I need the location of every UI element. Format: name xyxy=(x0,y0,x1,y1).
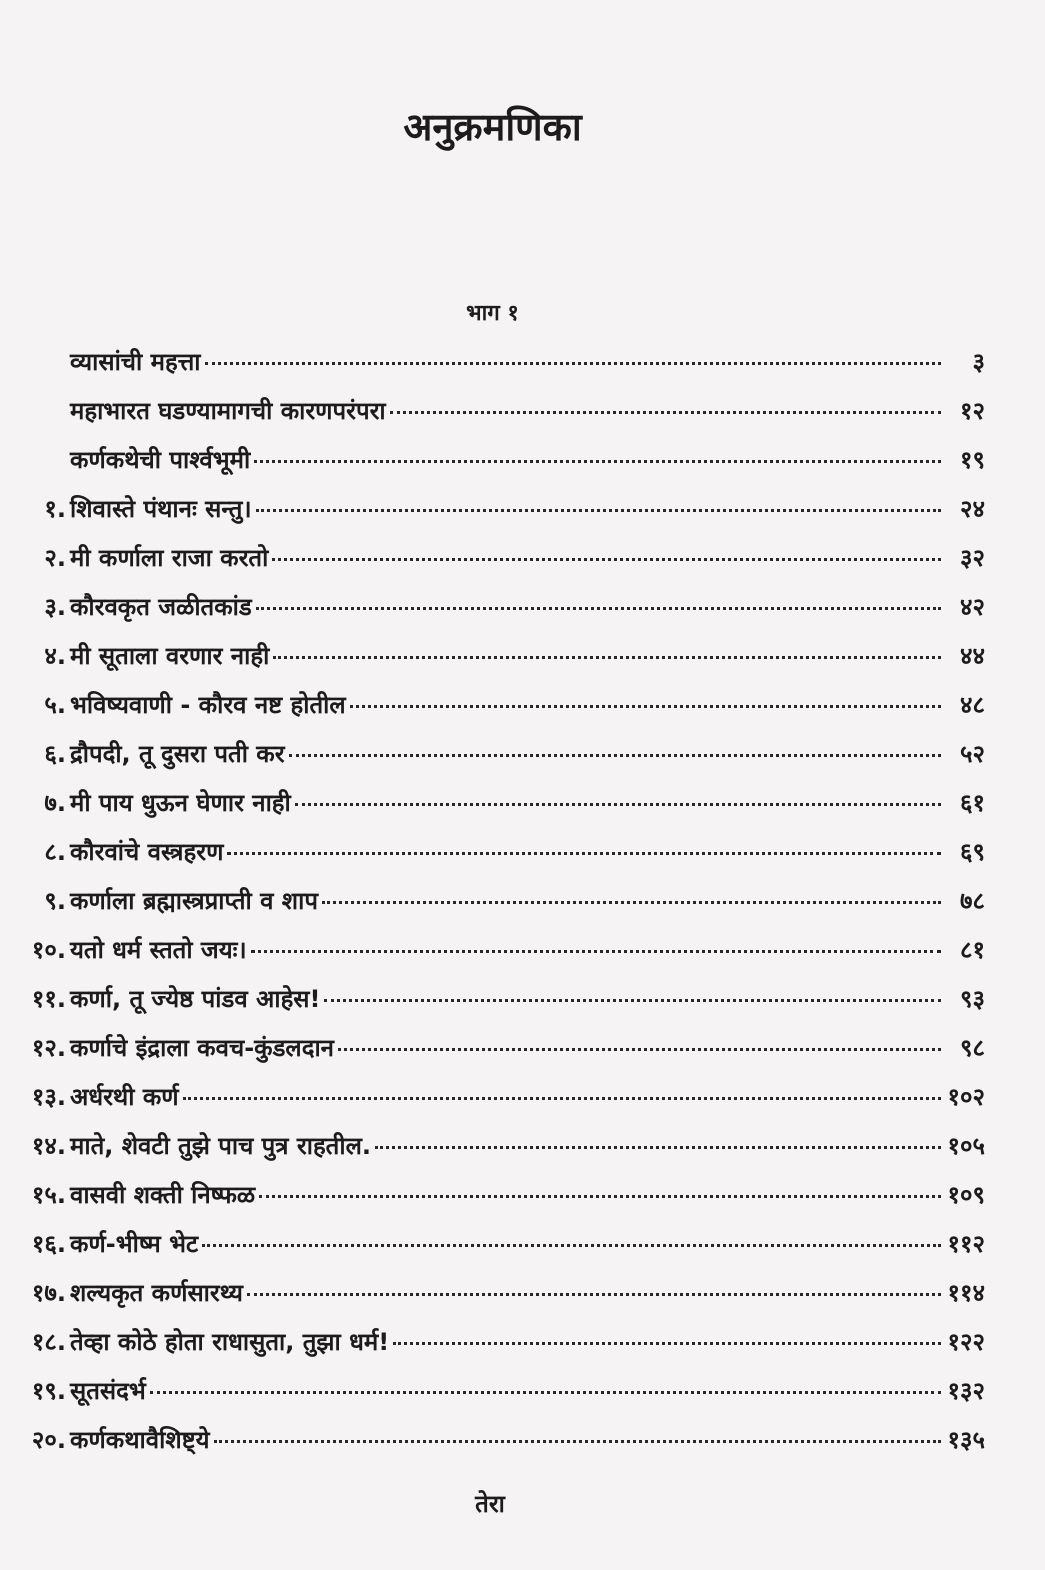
toc-row xyxy=(0,778,1045,827)
toc-entry-title: अर्धरथी कर्ण xyxy=(70,1083,179,1111)
dot-leader xyxy=(393,1341,941,1345)
toc-entry-title: मी पाय धुऊन घेणार नाही xyxy=(70,789,291,817)
toc-row xyxy=(0,435,1045,484)
dot-leader xyxy=(259,1194,941,1198)
dot-leader xyxy=(272,557,941,561)
toc-page-number: १३२ xyxy=(947,1377,985,1405)
toc-page-number: ७८ xyxy=(960,887,985,915)
toc-line xyxy=(70,835,985,868)
toc-chapter-number: १०. xyxy=(31,936,66,964)
toc-row xyxy=(0,1170,1045,1219)
toc-line xyxy=(70,492,985,525)
toc-line xyxy=(70,1080,985,1113)
toc-row xyxy=(0,876,1045,925)
toc-line xyxy=(70,1178,985,1211)
toc-entry-title: कौरवांचे वस्त्रहरण xyxy=(70,838,224,866)
toc-entry-title: महाभारत घडण्यामागची कारणपरंपरा xyxy=(70,397,386,425)
toc-chapter-number: २. xyxy=(44,544,66,572)
toc-line xyxy=(70,639,985,672)
toc-row xyxy=(0,582,1045,631)
toc-page-number: १०५ xyxy=(947,1132,985,1160)
toc-page-number: १०२ xyxy=(947,1083,985,1111)
toc-row xyxy=(0,1366,1045,1415)
toc-chapter-number: ७. xyxy=(44,789,66,817)
toc-line xyxy=(70,1129,985,1162)
toc-entry-title: मी कर्णाला राजा करतो xyxy=(70,544,269,572)
toc-chapter-number: १५. xyxy=(31,1181,66,1209)
toc-line xyxy=(70,884,985,917)
dot-leader xyxy=(322,900,941,904)
toc-row xyxy=(0,680,1045,729)
dot-leader xyxy=(205,361,942,365)
dot-leader xyxy=(202,1243,941,1247)
toc-line xyxy=(70,1031,985,1064)
dot-leader xyxy=(251,949,941,953)
dot-leader xyxy=(390,410,941,414)
toc-entry-title: व्यासांची महत्ता xyxy=(70,348,201,376)
dot-leader xyxy=(150,1390,941,1394)
toc-chapter-number: १. xyxy=(44,495,66,523)
toc-page-number: ६९ xyxy=(960,838,985,866)
toc-chapter-number: १९. xyxy=(31,1377,66,1405)
toc-line xyxy=(70,590,985,623)
dot-leader xyxy=(214,1439,941,1443)
toc-page-number: ४२ xyxy=(960,593,985,621)
dot-leader xyxy=(183,1096,941,1100)
toc-row xyxy=(0,337,1045,386)
toc-row xyxy=(0,729,1045,778)
toc-entry-title: यतो धर्म स्ततो जयः। xyxy=(70,936,247,964)
dot-leader xyxy=(247,1292,941,1296)
dot-leader xyxy=(375,1145,941,1149)
toc-entry-title: माते, शेवटी तुझे पाच पुत्र राहतील. xyxy=(70,1132,371,1160)
toc-line xyxy=(70,1227,985,1260)
toc-page-number: ३ xyxy=(972,348,985,376)
toc-page-number: ४४ xyxy=(960,642,985,670)
toc-entry-title: भविष्यवाणी - कौरव नष्ट होतील xyxy=(70,691,346,719)
toc-page-number: १३५ xyxy=(947,1426,985,1454)
dot-leader xyxy=(295,802,941,806)
toc-page-number: ९३ xyxy=(960,985,985,1013)
toc-page-number: ५२ xyxy=(960,740,985,768)
toc-line xyxy=(70,786,985,819)
dot-leader xyxy=(227,851,941,855)
toc-page-number: ६१ xyxy=(960,789,985,817)
toc-page-number: ११२ xyxy=(947,1230,985,1258)
toc-entry-title: कर्णा, तू ज्येष्ठ पांडव आहेस! xyxy=(70,985,321,1013)
toc-entry-title: शल्यकृत कर्णसारथ्य xyxy=(70,1279,243,1307)
toc-chapter-number: १८. xyxy=(31,1328,66,1356)
toc-page-number: ४८ xyxy=(960,691,985,719)
toc-line xyxy=(70,1423,985,1456)
toc-line xyxy=(70,933,985,966)
dot-leader xyxy=(254,459,941,463)
toc-line xyxy=(70,1325,985,1358)
dot-leader xyxy=(289,753,941,757)
toc-chapter-number: ३. xyxy=(44,593,66,621)
toc-line xyxy=(70,982,985,1015)
toc-line xyxy=(70,1374,985,1407)
toc-entry-title: कर्णाला ब्रह्मास्त्रप्राप्ती व शाप xyxy=(70,887,318,915)
toc-row xyxy=(0,631,1045,680)
toc-page-number: १९ xyxy=(960,446,985,474)
toc-entry-title: तेव्हा कोठे होता राधासुता, तुझा धर्म! xyxy=(70,1328,390,1356)
toc-chapter-number: २०. xyxy=(31,1426,66,1454)
page-number-footer: तेरा xyxy=(475,1490,505,1518)
dot-leader xyxy=(338,1047,941,1051)
toc-row xyxy=(0,1121,1045,1170)
toc-row xyxy=(0,1219,1045,1268)
dot-leader xyxy=(256,606,941,610)
dot-leader xyxy=(273,655,941,659)
toc-chapter-number: १३. xyxy=(31,1083,66,1111)
toc-row xyxy=(0,484,1045,533)
toc-chapter-number: १२. xyxy=(31,1034,66,1062)
toc-chapter-number: १७. xyxy=(31,1279,66,1307)
toc-page-number: ११४ xyxy=(947,1279,985,1307)
toc-line xyxy=(70,443,985,476)
toc-entry-title: कर्णकथावैशिष्ट्ये xyxy=(70,1426,210,1454)
toc-row xyxy=(0,1072,1045,1121)
toc-entry-title: वासवी शक्ती निष्फळ xyxy=(70,1181,256,1209)
dot-leader xyxy=(350,704,941,708)
toc-line xyxy=(70,737,985,770)
toc-entry-title: द्रौपदी, तू दुसरा पती कर xyxy=(70,740,285,768)
toc-chapter-number: ११. xyxy=(31,985,66,1013)
toc-row xyxy=(0,827,1045,876)
toc-row xyxy=(0,1317,1045,1366)
toc-entry-title: मी सूताला वरणार नाही xyxy=(70,642,270,670)
toc-page-number: ८१ xyxy=(960,936,985,964)
part-heading: भाग १ xyxy=(466,301,519,326)
toc-page-number: ३२ xyxy=(960,544,985,572)
toc-chapter-number: ९. xyxy=(44,887,66,915)
toc-row xyxy=(0,974,1045,1023)
dot-leader xyxy=(324,998,941,1002)
toc-chapter-number: १४. xyxy=(31,1132,66,1160)
toc-chapter-number: ४. xyxy=(44,642,66,670)
toc-page-number: २४ xyxy=(960,495,985,523)
toc-page-number: ९८ xyxy=(960,1034,985,1062)
toc-line xyxy=(70,1276,985,1309)
toc-row xyxy=(0,1415,1045,1464)
toc-chapter-number: ६. xyxy=(44,740,66,768)
toc-row xyxy=(0,1023,1045,1072)
toc-entry-title: कर्ण-भीष्म भेट xyxy=(70,1230,199,1258)
toc-row xyxy=(0,925,1045,974)
dot-leader xyxy=(256,508,941,512)
toc-chapter-number: ८. xyxy=(44,838,66,866)
toc-line xyxy=(70,541,985,574)
toc-page-number: १२२ xyxy=(947,1328,985,1356)
toc-chapter-number: ५. xyxy=(44,691,66,719)
toc-row xyxy=(0,1268,1045,1317)
toc-line xyxy=(70,394,985,427)
toc-entry-title: कर्णकथेची पार्श्वभूमी xyxy=(70,446,251,474)
toc-page-number: १२ xyxy=(960,397,985,425)
toc-entry-title: कौरवकृत जळीतकांड xyxy=(70,593,252,621)
toc-line xyxy=(70,688,985,721)
toc-row xyxy=(0,533,1045,582)
page-title: अनुक्रमणिका xyxy=(403,105,582,149)
toc-entry-title: सूतसंदर्भ xyxy=(70,1377,146,1405)
toc-row xyxy=(0,386,1045,435)
toc-chapter-number: १६. xyxy=(31,1230,66,1258)
toc-page-number: १०९ xyxy=(947,1181,985,1209)
toc-entry-title: कर्णाचे इंद्राला कवच-कुंडलदान xyxy=(70,1034,334,1062)
toc-entry-title: शिवास्ते पंथानः सन्तु। xyxy=(70,495,252,523)
toc-line xyxy=(70,345,985,378)
